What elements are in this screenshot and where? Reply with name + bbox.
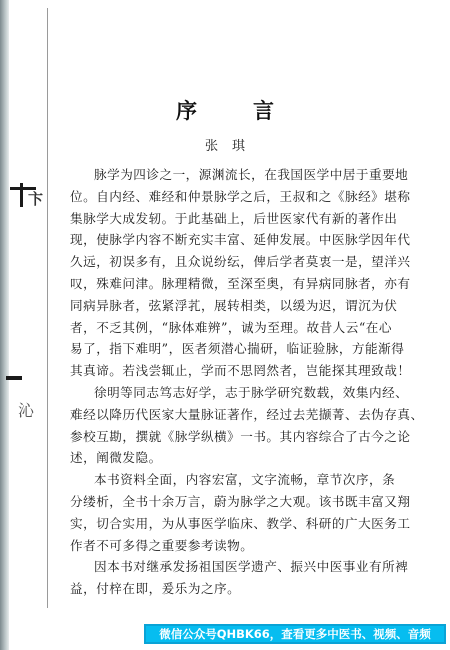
text-line: 作者不可多得之重要参考读物。 [70,537,254,553]
text-line: 因本书对继承发扬祖国医学遗产、振兴中医事业有所裨 [94,559,409,575]
margin-stroke-top-2 [20,183,23,207]
text-line: 参校互勘，撰就《脉学纵横》一书。其内容综合了古今之论 [70,428,411,444]
author-name: 张琪 [204,139,259,154]
text-line: 同病异脉者，弦紧浮芤，展转相类，以缓为迟，谓沉为伏 [70,297,398,313]
text-line: 其真谛。若浅尝辄止，学而不思罔然者，岂能探其理致哉！ [70,363,411,379]
text-line: 本书资料全面，内容宏富，文字流畅，章节次序，条 [94,472,396,488]
paragraph-4 [70,556,425,600]
paragraph-1 [70,164,425,382]
text-line: 实，切合实用，为从事医学临床、教学、科研的广大医务工 [70,515,411,531]
text-line: 位。自内经、难经和仲景脉学之后，王叔和之《脉经》堪称 [70,188,411,204]
text-line: 叹，殊难问津。脉理精微，至深至奥，有异病同脉者，亦有 [70,275,411,291]
text-line: 徐明等同志笃志好学，志于脉学研究数载，效集内经、 [94,384,409,400]
text-line: 益，付梓在即，爰乐为之序。 [70,581,241,597]
text-line: 现，使脉学内容不断充实丰富、延伸发展。中医脉学因年代 [70,232,411,248]
text-line: 难经以降历代医家大量脉证著作，经过去芜撷菁、去伪存真、 [70,406,424,422]
wechat-banner[interactable]: 微信公众号QHBK66，查看更多中医书、视频、音频 [144,624,446,644]
preface-body [70,164,425,600]
margin-note-bottom: 沁 [18,401,35,420]
text-line: 易了，指下难明”，医者须潜心揣研，临证验脉，方能渐得 [70,341,405,357]
paragraph-3 [70,469,425,556]
text-line: 脉学为四诊之一，源渊流长，在我国医学中居于重要地 [94,167,409,182]
text-line: 久远，初误多有，且众说纷纭，俾后学者莫衷一是，望洋兴 [70,254,411,270]
text-line: 分缕析，全书十余万言，蔚为脉学之大观。该书既丰富又翔 [70,493,411,509]
paragraph-2 [70,382,425,469]
page-title: 序言 [176,99,330,123]
margin-note-top: 卞 [28,190,44,208]
text-line: 集脉学大成发轫。于此基础上，后世医家代有新的著作出 [70,210,398,226]
margin-stroke-bottom [6,376,22,380]
text-line: 者，不乏其例，“脉体难辨”，诚为至理。故昔人云“在心 [70,319,392,335]
text-line: 述，阐微发隐。 [70,450,162,466]
